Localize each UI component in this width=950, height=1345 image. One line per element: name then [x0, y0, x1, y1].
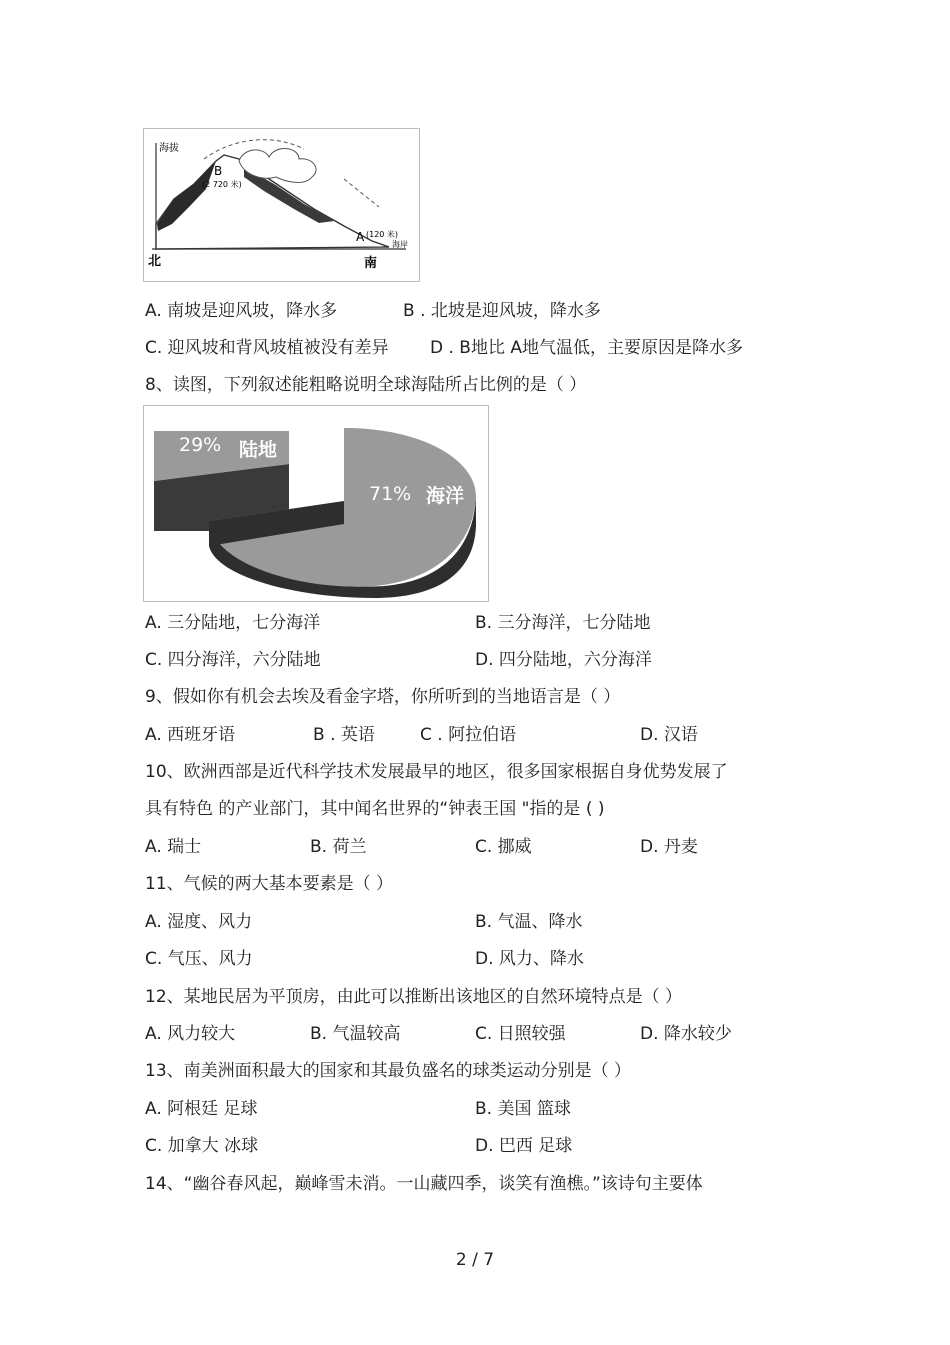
wind-arrow-south — [344, 179, 379, 207]
q14-stem: 14、“幽谷春风起，巅峰雪未消。一山藏四季，谈笑有渔樵。”该诗句主要体 — [145, 1174, 703, 1194]
q12-option-c: C. 日照较强 — [475, 1024, 566, 1044]
ocean-percent: 71% — [369, 483, 412, 505]
q13-stem: 13、南美洲面积最大的国家和其最负盛名的球类运动分别是（ ） — [145, 1061, 632, 1081]
q10-stem-line1: 10、欧洲西部是近代科学技术发展最早的地区，很多国家根据自身优势发展了 — [145, 762, 728, 782]
q12-option-a: A. 风力较大 — [145, 1024, 236, 1044]
land-label: 陆地 — [239, 439, 278, 461]
q8-option-d: D. 四分陆地，六分海洋 — [475, 650, 652, 670]
q12-option-b: B. 气温较高 — [310, 1024, 401, 1044]
q11-option-b: B. 气温、降水 — [475, 912, 583, 932]
q9-option-d: D. 汉语 — [640, 725, 698, 745]
q9-option-c: C . 阿拉伯语 — [420, 725, 517, 745]
q13-option-b: B. 美国 篮球 — [475, 1099, 571, 1119]
q10-stem-line2: 具有特色 的产业部门，其中闻名世界的“钟表王国 "指的是 ( ) — [145, 799, 605, 819]
q11-option-d: D. 风力、降水 — [475, 949, 584, 969]
q8-option-a: A. 三分陆地，七分海洋 — [145, 613, 321, 633]
land-ocean-pie-svg — [144, 406, 488, 601]
mountain-profile-figure — [143, 128, 420, 282]
point-a-label: A — [356, 230, 365, 244]
land-ocean-pie-figure — [143, 405, 489, 602]
q11-option-a: A. 湿度、风力 — [145, 912, 253, 932]
q8-stem: 8、读图，下列叙述能粗略说明全球海陆所占比例的是（ ） — [145, 375, 587, 395]
q12-option-d: D. 降水较少 — [640, 1024, 732, 1044]
coast-label: 海岸 — [392, 240, 408, 249]
q7-option-c: C. 迎风坡和背风坡植被没有差异 — [145, 338, 389, 358]
q9-option-b: B . 英语 — [313, 725, 375, 745]
point-a-height: (120 米) — [366, 230, 399, 239]
q10-option-c: C. 挪威 — [475, 837, 532, 857]
point-b-height: (2 720 米) — [202, 180, 242, 189]
q11-stem: 11、气候的两大基本要素是（ ） — [145, 874, 394, 894]
q9-option-a: A. 西班牙语 — [145, 725, 236, 745]
q13-option-c: C. 加拿大 冰球 — [145, 1136, 259, 1156]
q8-option-b: B. 三分海洋，七分陆地 — [475, 613, 651, 633]
q7-option-a: A. 南坡是迎风坡，降水多 — [145, 301, 338, 321]
point-b-label: B — [214, 164, 223, 178]
q12-stem: 12、某地民居为平顶房，由此可以推断出该地区的自然环境特点是（ ） — [145, 987, 683, 1007]
q9-stem: 9、假如你有机会去埃及看金字塔，你所听到的当地语言是（ ） — [145, 687, 621, 707]
ocean-label: 海洋 — [426, 485, 465, 507]
q13-option-d: D. 巴西 足球 — [475, 1136, 573, 1156]
mountain-profile-svg — [144, 129, 419, 281]
south-label: 南 — [364, 256, 378, 271]
q11-option-c: C. 气压、风力 — [145, 949, 253, 969]
q7-option-b: B . 北坡是迎风坡，降水多 — [403, 301, 601, 321]
north-label: 北 — [148, 254, 162, 269]
altitude-label: 海拔 — [159, 143, 179, 154]
page-number: 2 / 7 — [455, 1250, 495, 1270]
q13-option-a: A. 阿根廷 足球 — [145, 1099, 258, 1119]
q10-option-d: D. 丹麦 — [640, 837, 698, 857]
land-percent: 29% — [179, 434, 222, 456]
q10-option-a: A. 瑞士 — [145, 837, 202, 857]
q8-option-c: C. 四分海洋，六分陆地 — [145, 650, 321, 670]
q10-option-b: B. 荷兰 — [310, 837, 367, 857]
q7-option-d: D . B地比 A地气温低，主要原因是降水多 — [430, 338, 743, 358]
